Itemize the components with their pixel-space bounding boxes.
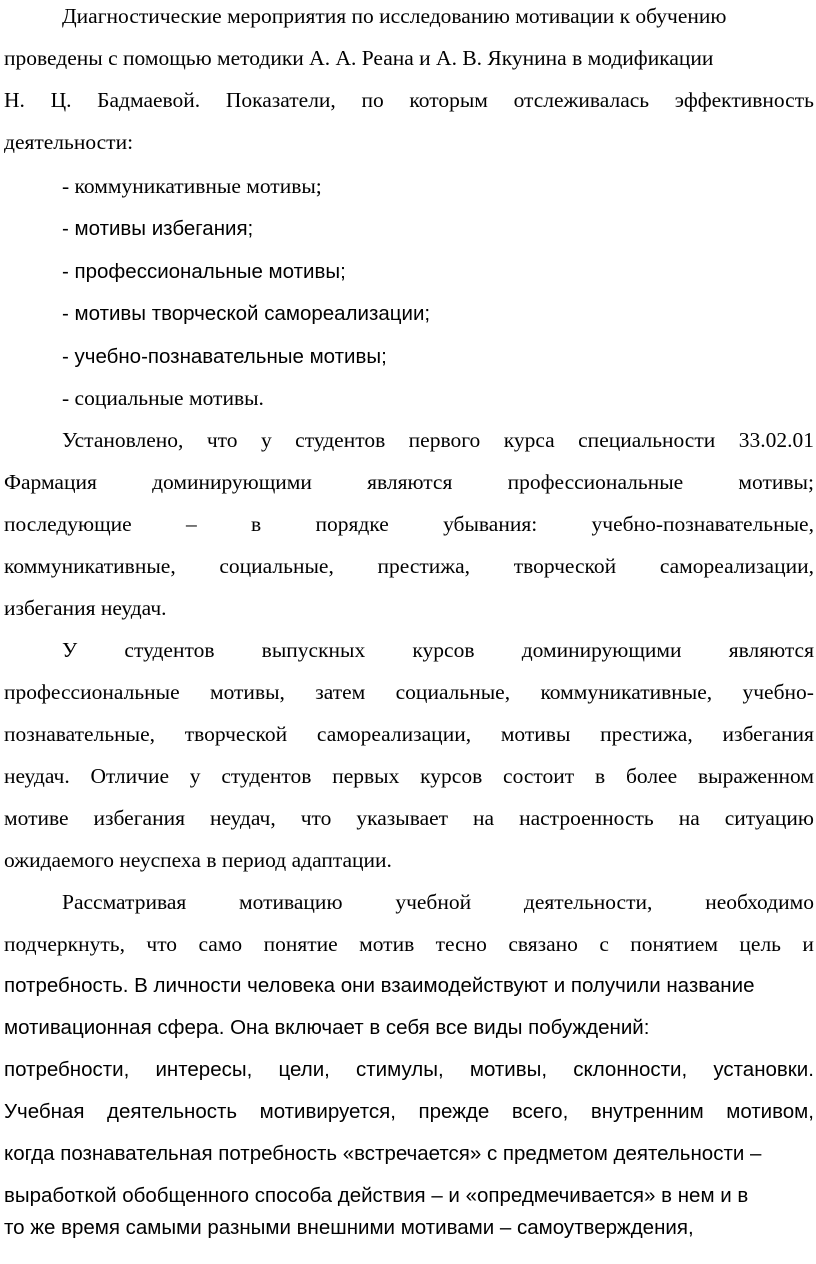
text-word: избегания: [722, 722, 814, 746]
text-word: коммуникативные,: [540, 680, 713, 704]
text-word: первого: [408, 428, 481, 452]
text-word: проведены с помощью методики А. А. Реана и А. В. Якунина в модификации: [4, 46, 714, 70]
text-word: Рассматривая: [62, 890, 187, 914]
text-word: затем: [315, 680, 366, 704]
text-word: мотивы;: [738, 470, 814, 494]
text-word: самореализации,: [316, 722, 472, 746]
text-word: в: [594, 764, 606, 788]
text-word: выраженном: [697, 764, 814, 788]
text-word: по: [361, 88, 384, 112]
list-item: - социальные мотивы.: [62, 386, 264, 410]
text-line: [62, 888, 814, 916]
text-line: [4, 1214, 814, 1242]
text-word: настроенность: [519, 806, 654, 830]
text-line: [4, 720, 814, 748]
text-word: последующие: [4, 512, 132, 536]
text-word: необходимо: [705, 890, 814, 914]
text-word: Показатели,: [225, 88, 336, 112]
text-word: более: [625, 764, 678, 788]
text-word: с: [599, 932, 609, 956]
text-word: Отличие: [90, 764, 169, 788]
text-word: учебно-: [742, 680, 814, 704]
text-word: на: [678, 806, 700, 830]
text-line: [4, 930, 814, 958]
text-word: убывания:: [443, 512, 538, 536]
text-word: курса: [503, 428, 555, 452]
text-word: склонности,: [573, 1058, 688, 1081]
text-word: у: [189, 764, 201, 788]
text-word: подчеркнуть,: [4, 932, 125, 956]
text-word: доминирующими: [521, 638, 682, 662]
text-line: [4, 594, 814, 622]
text-word: прежде: [418, 1100, 490, 1123]
text-line: [4, 510, 814, 538]
list-item: - мотивы избегания;: [62, 217, 254, 240]
text-word: цели,: [278, 1058, 330, 1081]
text-word: познавательные,: [4, 722, 155, 746]
text-word: специальности: [578, 428, 716, 452]
text-word: деятельность: [107, 1100, 238, 1123]
text-word: мотиве: [4, 806, 69, 830]
text-line: [62, 2, 814, 30]
text-word: Установлено,: [62, 428, 184, 452]
text-word: тесно: [435, 932, 487, 956]
text-line: [4, 1140, 814, 1168]
text-line: [4, 44, 814, 72]
text-line: [62, 426, 814, 454]
text-word: когда познавательная потребность «встречается» с предметом деятельности –: [4, 1142, 762, 1165]
text-word: интересы,: [155, 1058, 253, 1081]
text-word: ожидаемого неуспеха в период адаптации.: [4, 848, 392, 872]
text-line: [62, 636, 814, 664]
text-word: социальные,: [395, 680, 511, 704]
text-word: студентов: [221, 764, 312, 788]
text-word: учебной: [395, 890, 472, 914]
text-word: отслеживалась: [513, 88, 650, 112]
text-line: [4, 678, 814, 706]
text-word: установки.: [713, 1058, 814, 1081]
text-word: являются: [728, 638, 814, 662]
text-word: студентов: [124, 638, 215, 662]
text-word: эффективность: [674, 88, 814, 112]
text-line: [4, 1056, 814, 1084]
text-word: понятие: [263, 932, 338, 956]
text-word: престижа,: [600, 722, 693, 746]
text-word: Учебная: [4, 1100, 85, 1123]
text-word: в: [251, 512, 262, 536]
text-word: избегания неудач.: [4, 596, 167, 620]
text-word: Н.: [4, 88, 25, 112]
text-line: [4, 762, 814, 790]
text-word: самореализации,: [659, 554, 814, 578]
list-item: - мотивы творческой самореализации;: [62, 302, 431, 325]
text-word: указывает: [356, 806, 449, 830]
text-word: 33.02.01: [738, 428, 814, 452]
text-word: неудач.: [4, 764, 70, 788]
text-word: коммуникативные,: [4, 554, 176, 578]
text-line: [4, 1014, 814, 1042]
text-line: [4, 128, 814, 156]
text-word: курсов: [420, 764, 483, 788]
text-line: [4, 972, 814, 1000]
text-word: деятельности,: [523, 890, 653, 914]
text-word: потребность. В личности человека они взаимодействуют и получили название: [4, 974, 755, 997]
text-word: на: [473, 806, 495, 830]
text-word: внутренним: [590, 1100, 704, 1123]
text-word: деятельности:: [4, 130, 134, 154]
text-word: профессиональные: [507, 470, 684, 494]
text-word: мотивы,: [469, 1058, 548, 1081]
text-word: мотивом,: [726, 1100, 814, 1123]
text-word: престижа,: [377, 554, 471, 578]
list-item: - учебно-познавательные мотивы;: [62, 345, 387, 368]
text-line: [4, 1098, 814, 1126]
text-word: само: [198, 932, 243, 956]
text-word: что: [146, 932, 178, 956]
text-word: творческой: [184, 722, 288, 746]
text-word: социальные,: [219, 554, 334, 578]
text-word: первых: [332, 764, 400, 788]
text-word: Диагностические мероприятия по исследованию мотивации к обучению: [62, 4, 727, 28]
text-word: доминирующими: [152, 470, 312, 494]
text-word: учебно-познавательные,: [591, 512, 814, 536]
text-word: связано: [508, 932, 578, 956]
text-line: [4, 468, 814, 496]
text-word: творческой: [513, 554, 617, 578]
text-word: мотивационная сфера. Она включает в себя все виды побуждений:: [4, 1016, 650, 1039]
text-word: мотивацию: [239, 890, 343, 914]
text-word: мотивы,: [209, 680, 285, 704]
text-word: стимулы,: [356, 1058, 444, 1081]
text-word: потребности,: [4, 1058, 130, 1081]
text-word: мотив: [359, 932, 415, 956]
text-line: [4, 846, 814, 874]
text-word: мотивы: [500, 722, 571, 746]
text-word: что: [300, 806, 332, 830]
text-word: студентов: [295, 428, 386, 452]
text-word: Фармация: [4, 470, 97, 494]
text-word: состоит: [503, 764, 575, 788]
text-word: неудач,: [209, 806, 276, 830]
text-word: мотивируется,: [259, 1100, 396, 1123]
text-word: –: [185, 512, 197, 536]
text-word: профессиональные: [4, 680, 180, 704]
text-word: то же время самыми разными внешними мотивами – самоутверждения,: [4, 1216, 694, 1239]
text-word: что: [206, 428, 238, 452]
text-word: Ц.: [50, 88, 72, 112]
text-line: [4, 804, 814, 832]
list-item: - профессиональные мотивы;: [62, 260, 346, 283]
text-word: курсов: [412, 638, 475, 662]
text-word: понятием: [630, 932, 718, 956]
text-word: всего,: [511, 1100, 569, 1123]
text-word: которым: [409, 88, 488, 112]
text-word: являются: [367, 470, 453, 494]
list-item: - коммуникативные мотивы;: [62, 174, 322, 198]
text-word: У: [62, 638, 78, 662]
text-word: цель: [739, 932, 781, 956]
text-line: [4, 1182, 814, 1210]
text-word: ситуацию: [724, 806, 814, 830]
text-line: [4, 552, 814, 580]
text-word: и: [802, 932, 814, 956]
text-word: избегания: [93, 806, 185, 830]
text-word: порядке: [315, 512, 389, 536]
text-word: у: [260, 428, 272, 452]
text-word: Бадмаевой.: [97, 88, 201, 112]
text-word: выпускных: [261, 638, 366, 662]
text-word: выработкой обобщенного способа действия – и «опредмечивается» в нем и в: [4, 1184, 749, 1207]
text-line: [4, 86, 814, 114]
